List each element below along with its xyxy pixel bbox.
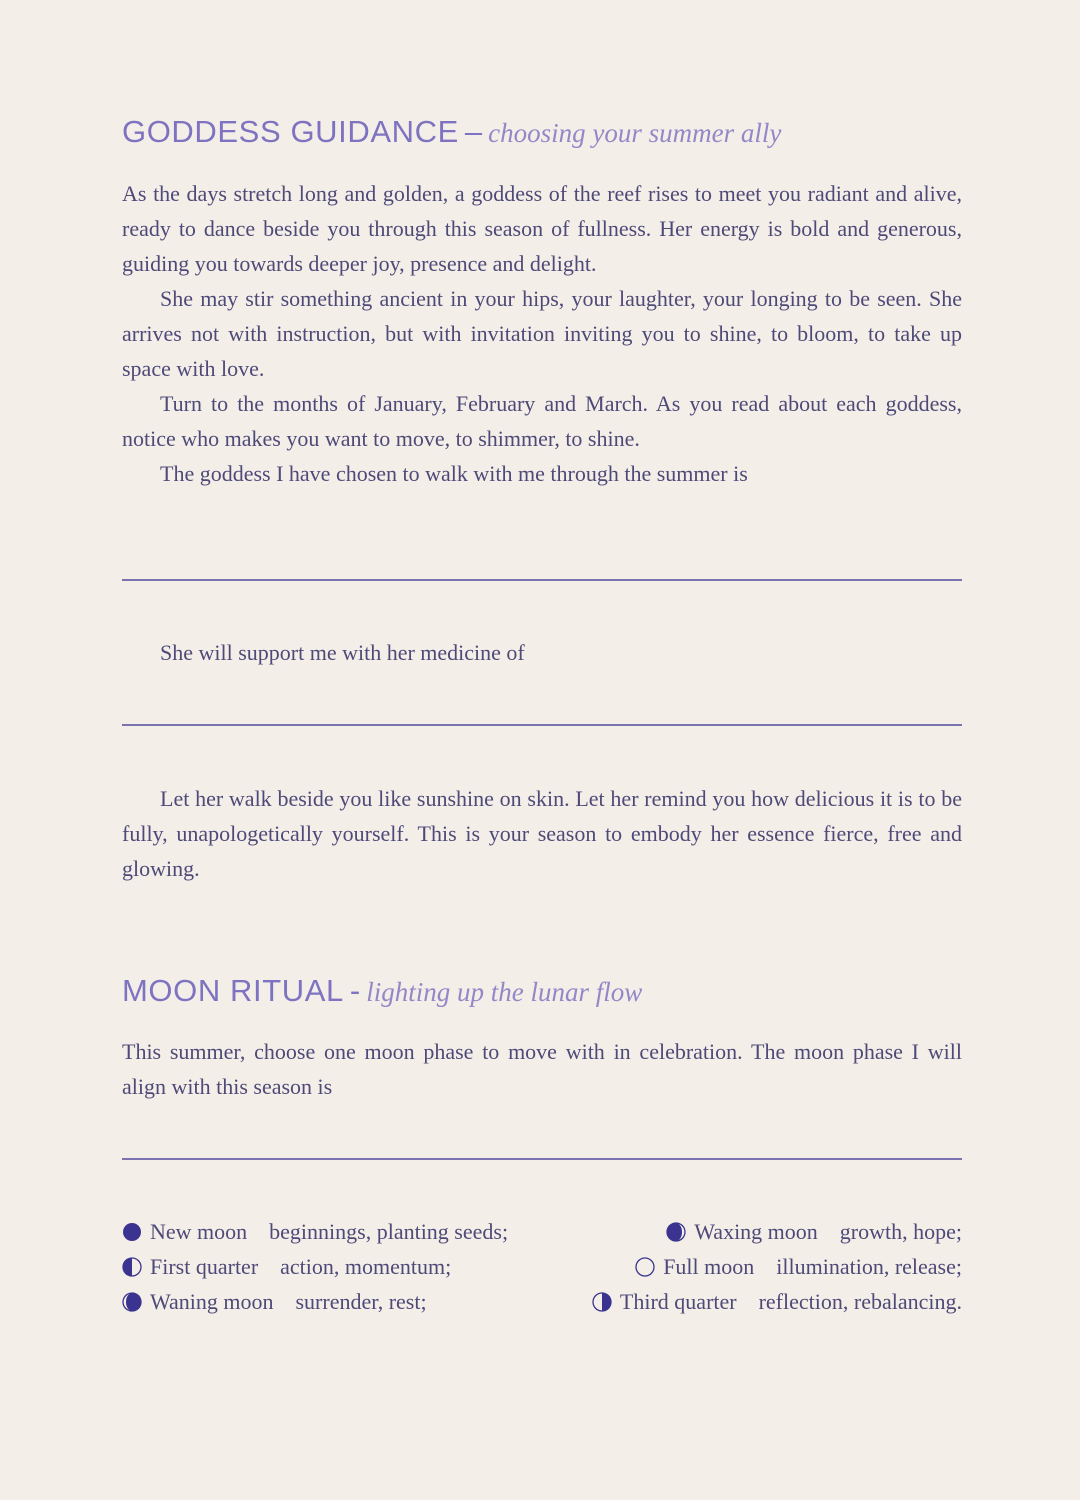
full-moon-icon — [635, 1257, 655, 1277]
goddess-heading — [122, 112, 962, 153]
moon-subtitle: lighting up the lunar flow — [366, 977, 643, 1007]
medicine-prompt: She will support me with her medicine of — [160, 640, 525, 665]
phase-waning-moon — [122, 1284, 427, 1319]
phase-meaning: illumination, release; — [776, 1254, 962, 1279]
phase-name: Full moon — [663, 1254, 755, 1279]
phase-third-quarter — [592, 1284, 962, 1319]
phase-meaning: reflection, rebalancing. — [758, 1289, 962, 1314]
moon-phase-writing-line[interactable] — [122, 1158, 962, 1160]
phase-name: New moon — [150, 1219, 248, 1244]
phase-name: Waning moon — [150, 1289, 274, 1314]
heading-dash: – — [464, 114, 483, 149]
moon-title: MOON RITUAL — [122, 973, 344, 1008]
goddess-paragraph-2: She may stir something ancient in your hips, your laughter, your longing to be seen. She arrives not with instruction, but with invitation inviting you to shine, to bloom, to take up space with love. — [122, 286, 962, 381]
medicine-prompt-block — [122, 635, 962, 670]
phase-meaning: surrender, rest; — [295, 1289, 427, 1314]
goddess-body — [122, 176, 962, 491]
phase-waxing-moon — [666, 1214, 962, 1249]
phase-name: Waxing moon — [694, 1219, 818, 1244]
goddess-paragraph-1: As the days stretch long and golden, a goddess of the reef rises to meet you radiant and alive, ready to dance beside you through this season of fullness. Her energy is bold and generous, guiding you towards deeper joy, presence and delight. — [122, 181, 962, 276]
phase-full-moon — [635, 1249, 962, 1284]
moon-heading-dash: - — [349, 973, 361, 1008]
goddess-paragraph-3: Turn to the months of January, February and March. As you read about each goddess, notice who makes you want to move, to shimmer, to shine. — [122, 391, 962, 451]
first-quarter-icon — [122, 1257, 142, 1277]
phase-first-quarter — [122, 1249, 451, 1284]
moon-heading — [122, 971, 962, 1012]
goddess-title: GODDESS GUIDANCE — [122, 114, 459, 149]
phase-meaning: action, momentum; — [280, 1254, 452, 1279]
phase-name: Third quarter — [619, 1289, 737, 1314]
moon-legend-row — [122, 1284, 962, 1319]
phase-meaning: growth, hope; — [839, 1219, 962, 1244]
waxing-moon-icon — [666, 1222, 686, 1242]
closing-block — [122, 781, 962, 886]
phase-new-moon — [122, 1214, 508, 1249]
phase-meaning: beginnings, planting seeds; — [269, 1219, 509, 1244]
moon-body — [122, 1034, 962, 1104]
goddess-name-writing-line[interactable] — [122, 579, 962, 581]
new-moon-icon — [122, 1222, 142, 1242]
medicine-writing-line[interactable] — [122, 724, 962, 726]
waning-moon-icon — [122, 1292, 142, 1312]
third-quarter-icon — [592, 1292, 612, 1312]
moon-legend-row — [122, 1249, 962, 1284]
moon-paragraph: This summer, choose one moon phase to move with in celebration. The moon phase I will align with this season is — [122, 1039, 962, 1099]
goddess-prompt: The goddess I have chosen to walk with me through the summer is — [160, 461, 748, 486]
goddess-subtitle: choosing your summer ally — [488, 118, 782, 148]
moon-phase-legend — [122, 1214, 962, 1319]
moon-legend-row — [122, 1214, 962, 1249]
goddess-closing-paragraph: Let her walk beside you like sunshine on skin. Let her remind you how delicious it is to be fully, unapologetically yourself. This is your season to embody her essence fierce, free and glowing. — [122, 786, 962, 881]
phase-name: First quarter — [150, 1254, 259, 1279]
